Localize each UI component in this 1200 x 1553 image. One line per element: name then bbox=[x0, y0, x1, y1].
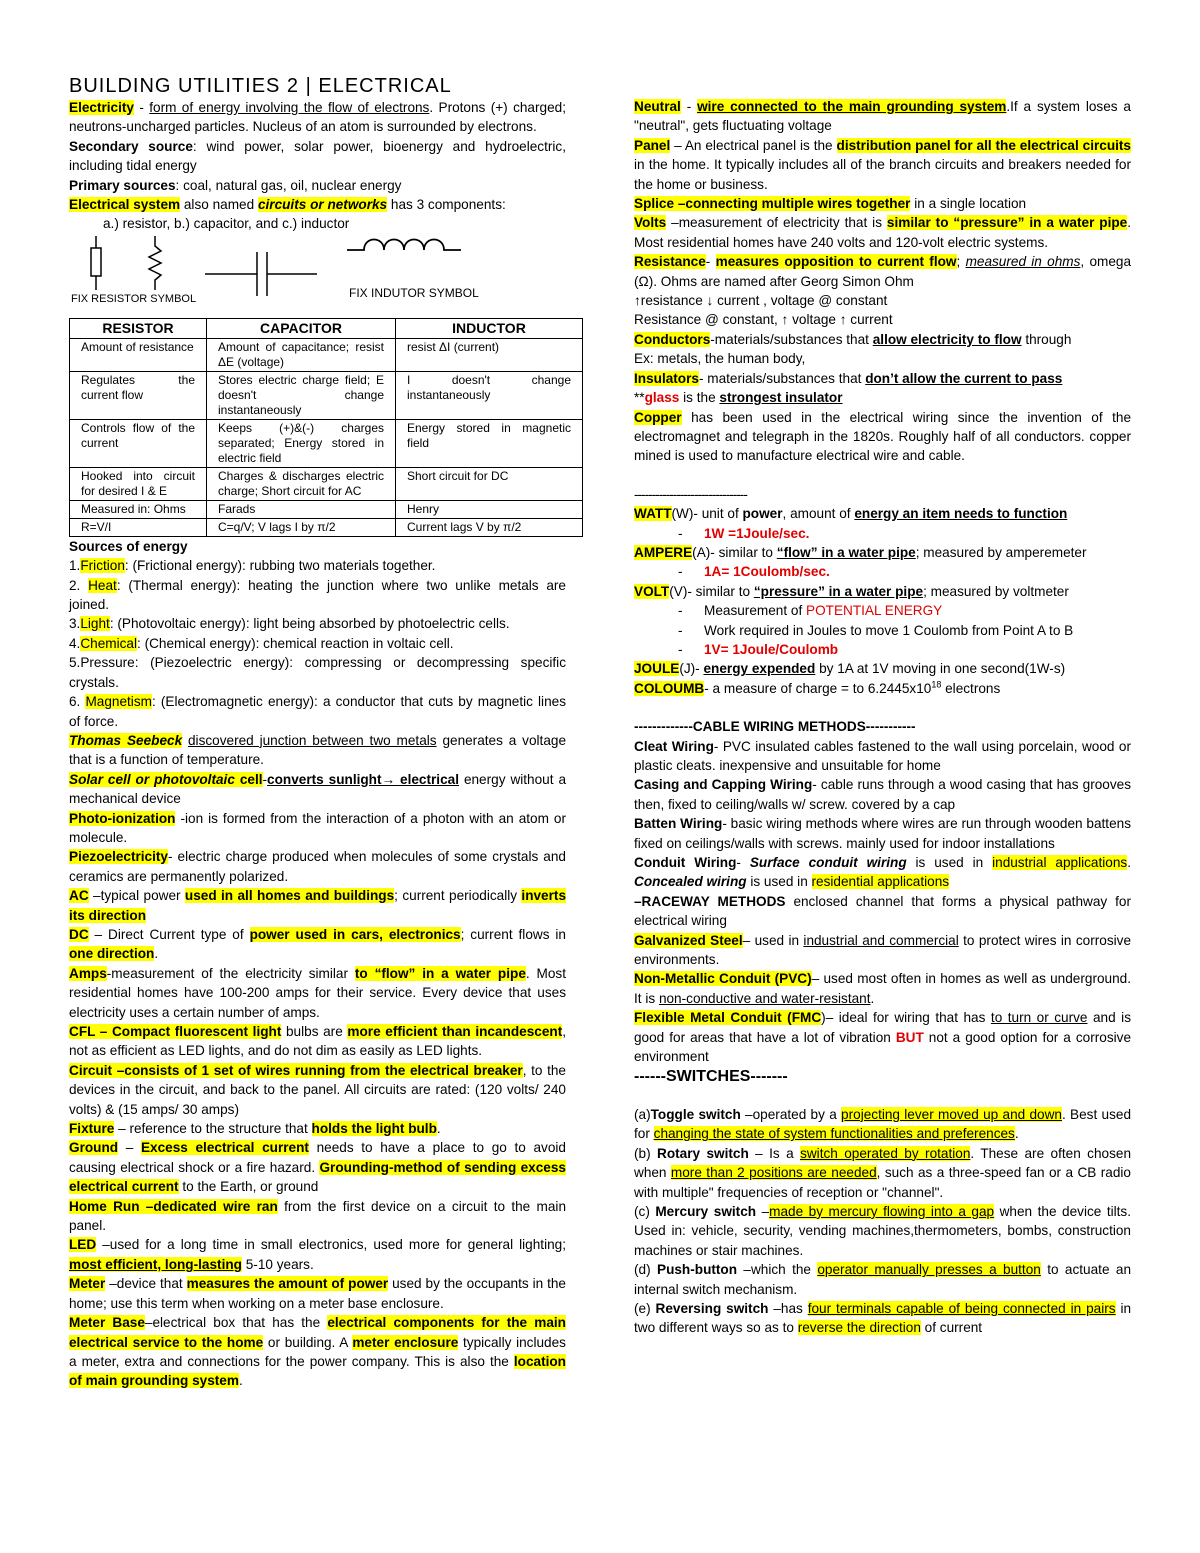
fixture-paragraph: Fixture – reference to the structure that holds the light bulb. bbox=[69, 1121, 441, 1137]
volt-equation: - 1V= 1Joule/Coulomb bbox=[678, 641, 839, 657]
coulomb-paragraph: COLOUMB- a measure of charge = to $6.2445x10^{18}$ electrons bbox=[634, 679, 1001, 696]
table-row bbox=[70, 338, 583, 371]
splice-paragraph: Splice –connecting multiple wires together in a single location bbox=[634, 196, 1027, 212]
source-pressure: 5.Pressure: (Piezoelectric energy): compressing or decompressing specific crystals. bbox=[69, 655, 566, 690]
conductors-example: Ex: metals, the human body, bbox=[634, 351, 806, 367]
glass-note: **glass is the strongest insulator bbox=[634, 390, 843, 406]
table-cell: C=q/V; V lags I by π/2 bbox=[207, 518, 396, 536]
fmc-paragraph: Flexible Metal Conduit (FMC)– ideal for wiring that has to turn or curve and is good for areas that have a lot of vibration BUT not a good option for a corrosive environment bbox=[634, 1010, 1131, 1065]
divider: -------------------------------- bbox=[634, 486, 747, 502]
source-light: 3.Light: (Photovoltaic energy): light being absorbed by photoelectric cells. bbox=[69, 616, 510, 632]
electricity-paragraph: Electricity - form of energy involving the flow of electrons. Protons (+) charged; neutrons-uncharged particles. Nucleus of an atom is surrounded by electrons. bbox=[69, 100, 566, 135]
ampere-paragraph: AMPERE(A)- similar to “flow” in a water pipe; measured by amperemeter bbox=[634, 544, 1087, 560]
push-button-paragraph: (d) Push-button –which the operator manually presses a button to actuate an internal switch mechanism. bbox=[634, 1262, 1132, 1297]
table-cell: Charges & discharges electric charge; Short circuit for AC bbox=[207, 467, 396, 500]
table-row bbox=[70, 371, 583, 419]
copper-paragraph: Copper has been used in the electrical wiring since the invention of the electromagnet and telegraph in the 1820s. Roughly half of all conductors. copper mined is used to manufacture electrical wire and cable. bbox=[634, 409, 1131, 464]
led-paragraph: LED –used for a long time in small electronics, used more for general lighting; most efficient, long-lasting 5-10 years. bbox=[69, 1237, 566, 1272]
table-row bbox=[70, 467, 583, 500]
resistor-box-symbol bbox=[91, 236, 101, 290]
seebeck-paragraph: Thomas Seebeck discovered junction between two metals generates a voltage that is a function of temperature. bbox=[69, 732, 566, 768]
reversing-switch-paragraph: (e) Reversing switch –has four terminals capable of being connected in pairs in two different ways so as to reverse the direction of current bbox=[634, 1300, 1132, 1336]
switches-heading: ------SWITCHES------- bbox=[634, 1067, 788, 1085]
inductor-symbol bbox=[347, 239, 461, 250]
cfl-paragraph: CFL – Compact fluorescent light bulbs are more efficient than incandescent, not as efficient as LED lights, and do not dim as easily as LED lights. bbox=[69, 1024, 567, 1059]
ground-paragraph: Ground – Excess electrical current needs to have a place to go to avoid causing electrical shock or a fire hazard. Grounding-method of sending excess electrical current to the Earth, or ground bbox=[69, 1140, 566, 1195]
right-column bbox=[634, 97, 1131, 1338]
table-cell: Farads bbox=[207, 500, 396, 518]
insulators-paragraph: Insulators- materials/substances that don’t allow the current to pass bbox=[634, 370, 1063, 386]
table-cell: Hooked into circuit for desired I & E bbox=[70, 467, 207, 500]
table-cell: Keeps (+)&(-) charges separated; Energy stored in electric field bbox=[207, 419, 396, 467]
resistance-paragraph: Resistance- measures opposition to current flow; measured in ohms, omega (Ω). Ohms are named after Georg Simon Ohm bbox=[634, 254, 1132, 289]
circuit-symbols bbox=[69, 236, 566, 316]
resistance-rule-2: Resistance @ constant, ↑ voltage ↑ current bbox=[634, 312, 893, 328]
piezoelectricity-paragraph: Piezoelectricity- electric charge produced when molecules of some crystals and ceramics are permanently polarized. bbox=[69, 849, 566, 884]
inductor-symbol-label: FIX INDUTOR SYMBOL bbox=[349, 285, 479, 300]
table-cell: Controls flow of the current bbox=[70, 419, 207, 467]
table-header: INDUCTOR bbox=[396, 318, 583, 338]
components-table bbox=[69, 318, 583, 537]
toggle-switch-paragraph: (a)Toggle switch –operated by a projecting lever moved up and down. Best used for changing the state of system functionalities and preferences. bbox=[634, 1106, 1132, 1142]
table-cell: Henry bbox=[396, 500, 583, 518]
source-chemical: 4.Chemical: (Chemical energy): chemical reaction in voltaic cell. bbox=[69, 635, 454, 651]
source-heat: 2. Heat: (Thermal energy): heating the junction where two unlike metals are joined. bbox=[69, 577, 566, 613]
cleat-wiring-paragraph: Cleat Wiring- PVC insulated cables fastened to the wall using porcelain, wood or plastic cleats. inexpensive and unsuitable for home bbox=[634, 738, 1131, 773]
mercury-switch-paragraph: (c) Mercury switch –made by mercury flowing into a gap when the device tilts. Used in: vehicle, security, vending machines,thermometers, bombs, construction machines or stair machines. bbox=[634, 1203, 1131, 1258]
conduit-wiring-paragraph: Conduit Wiring- Surface conduit wiring is used in industrial applications. Concealed wiring is used in residential applications bbox=[634, 855, 1131, 890]
components-line: a.) resistor, b.) capacitor, and c.) inductor bbox=[103, 216, 350, 232]
galvanized-steel-paragraph: Galvanized Steel– used in industrial and commercial to protect wires in corrosive environments. bbox=[634, 932, 1132, 968]
table-cell: R=V/I bbox=[70, 518, 207, 536]
capacitor-symbol bbox=[205, 252, 317, 296]
table-cell: Measured in: Ohms bbox=[70, 500, 207, 518]
table-cell: Energy stored in magnetic field bbox=[396, 419, 583, 467]
joule-paragraph: JOULE(J)- energy expended by 1A at 1V moving in one second(1W-s) bbox=[634, 661, 1066, 677]
left-column bbox=[69, 74, 571, 1391]
table-cell: Current lags V by π/2 bbox=[396, 518, 583, 536]
secondary-source-paragraph: Secondary source: wind power, solar power, bioenergy and hydroelectric, including tidal energy bbox=[69, 138, 566, 174]
table-cell: Regulates the current flow bbox=[70, 371, 207, 419]
source-friction: 1.Friction: (Frictional energy): rubbing two materials together. bbox=[69, 558, 436, 574]
table-cell: Stores electric charge field; E doesn't change instantaneously bbox=[207, 371, 396, 419]
source-magnetism: 6. Magnetism: (Electromagnetic energy): a conductor that cuts by magnetic lines of force. bbox=[69, 694, 566, 729]
circuit-symbols-svg bbox=[69, 236, 589, 316]
table-row bbox=[70, 500, 583, 518]
photo-ionization-paragraph: Photo-ionization -ion is formed from the interaction of a photon with an atom or molecule. bbox=[69, 810, 566, 845]
table-header: RESISTOR bbox=[70, 318, 207, 338]
dc-paragraph: DC – Direct Current type of power used in cars, electronics; current flows in one direction. bbox=[69, 926, 566, 962]
conductors-paragraph: Conductors-materials/substances that allow electricity to flow through bbox=[634, 331, 1072, 347]
table-cell: Amount of capacitance; resist ΔE (voltage) bbox=[207, 338, 396, 371]
meter-base-paragraph: Meter Base–electrical box that has the electrical components for the main electrical service to the home or building. A meter enclosure typically includes a meter, extra and connections for the power company. This is also the location of main grounding system. bbox=[69, 1315, 566, 1389]
table-cell: Short circuit for DC bbox=[396, 467, 583, 500]
table-header: CAPACITOR bbox=[207, 318, 396, 338]
table-cell: I doesn't change instantaneously bbox=[396, 371, 583, 419]
ac-paragraph: AC –typical power used in all homes and buildings; current periodically inverts its direction bbox=[69, 888, 566, 923]
pvc-conduit-paragraph: Non-Metallic Conduit (PVC)– used most often in homes as well as underground. It is non-conductive and water-resistant. bbox=[634, 971, 1131, 1006]
amps-paragraph: Amps-measurement of the electricity similar to “flow” in a water pipe. Most residential homes have 100-200 amps for their service. Every device that uses electricity uses a certain number of amps. bbox=[69, 965, 566, 1020]
volts-paragraph: Volts –measurement of electricity that is similar to “pressure” in a water pipe. Most residential homes have 240 volts and 120-volt electric systems. bbox=[634, 215, 1132, 250]
panel-paragraph: Panel – An electrical panel is the distribution panel for all the electrical circuits in the home. It typically includes all of the branch circuits and breakers needed for the home or business. bbox=[634, 137, 1131, 192]
ampere-equation: - 1A= 1Coulomb/sec. bbox=[678, 564, 830, 580]
circuit-paragraph: Circuit –consists of 1 set of wires running from the electrical breaker, to the devices in the circuit, and back to the panel. All circuits are rated: (120 volts/ 240 volts) & (15 amps/ 30 amps) bbox=[69, 1062, 566, 1117]
neutral-paragraph: Neutral - wire connected to the main grounding system.If a system loses a "neutral", gets fluctuating voltage bbox=[634, 99, 1131, 134]
table-header-row bbox=[70, 318, 583, 338]
watt-paragraph: WATT(W)- unit of power, amount of energy an item needs to function bbox=[634, 506, 1068, 522]
volt-paragraph: VOLT(V)- similar to “pressure” in a water pipe; measured by voltmeter bbox=[634, 583, 1069, 599]
volt-bullet-2: - Work required in Joules to move 1 Coulomb from Point A to B bbox=[678, 622, 1074, 638]
watt-equation: - 1W =1Joule/sec. bbox=[678, 525, 810, 541]
primary-source-paragraph: Primary sources: coal, natural gas, oil, nuclear energy bbox=[69, 177, 402, 193]
table-row bbox=[70, 518, 583, 536]
resistance-rule-1: ↑resistance ↓ current , voltage @ constant bbox=[634, 293, 888, 309]
table-row bbox=[70, 419, 583, 467]
table-cell: Amount of resistance bbox=[70, 338, 207, 371]
electrical-system-paragraph: Electrical system also named circuits or networks has 3 components: bbox=[69, 197, 506, 213]
cable-wiring-heading: -------------CABLE WIRING METHODS----------- bbox=[634, 719, 916, 735]
home-run-paragraph: Home Run –dedicated wire ran from the first device on a circuit to the main panel. bbox=[69, 1198, 567, 1234]
resistor-symbol-label: FIX RESISTOR SYMBOL bbox=[71, 292, 197, 305]
volt-bullet-1: - Measurement of POTENTIAL ENERGY bbox=[678, 603, 943, 619]
batten-wiring-paragraph: Batten Wiring- basic wiring methods where wires are run through wooden battens fixed on ceilings/walls with screws. mainly used for indoor installations bbox=[634, 816, 1132, 851]
page-title: BUILDING UTILITIES 2 | ELECTRICAL bbox=[69, 75, 452, 97]
table-cell: resist ΔI (current) bbox=[396, 338, 583, 371]
solar-cell-paragraph: Solar cell or photovoltaic cell-converts sunlight→ electrical energy without a mechanical device bbox=[69, 771, 567, 807]
casing-capping-paragraph: Casing and Capping Wiring- cable runs through a wood casing that has grooves then, fixed to ceiling/walls w/ screw. covered by a cap bbox=[634, 777, 1131, 812]
raceway-paragraph: –RACEWAY METHODS enclosed channel that forms a physical pathway for electrical wiring bbox=[634, 893, 1132, 929]
meter-paragraph: Meter –device that measures the amount of power used by the occupants in the home; use this term when working on a meter base enclosure. bbox=[69, 1276, 566, 1311]
resistor-zigzag-symbol bbox=[149, 236, 161, 290]
rotary-switch-paragraph: (b) Rotary switch – Is a switch operated by rotation. These are often chosen when more than 2 positions are needed, such as a three-speed fan or a CB radio with multiple" frequencies of reception or "channel". bbox=[634, 1145, 1132, 1200]
sources-heading: Sources of energy bbox=[69, 538, 188, 554]
